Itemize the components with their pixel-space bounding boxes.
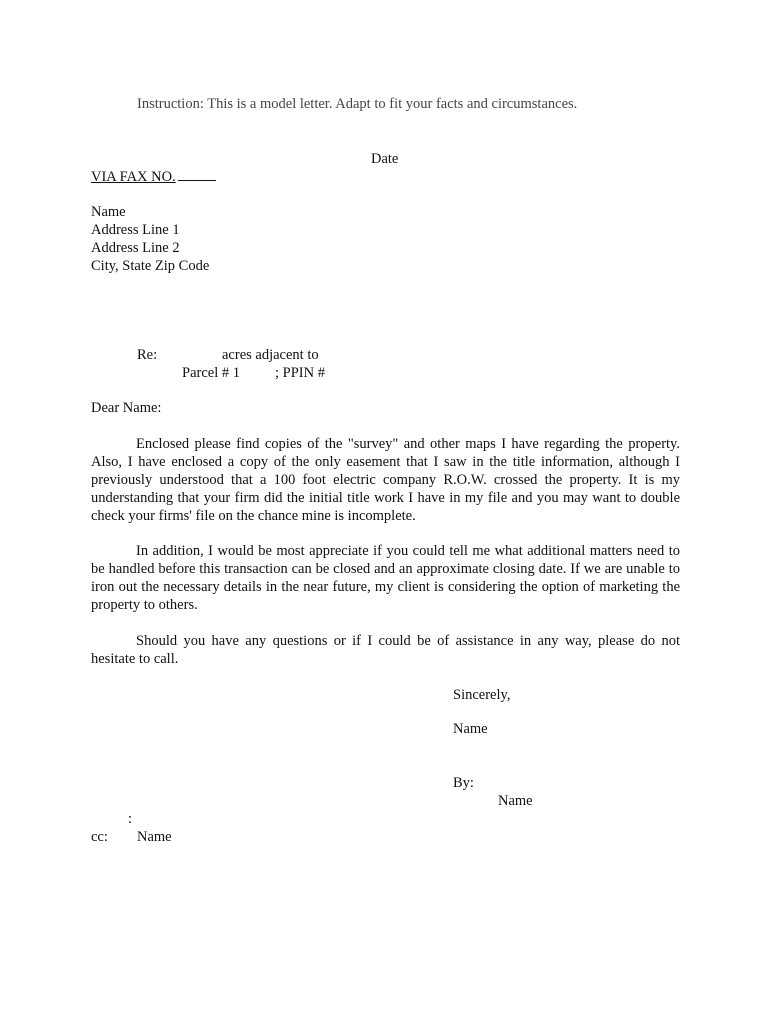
- cc-name: Name: [137, 829, 172, 845]
- instruction-text: Instruction: This is a model letter. Adapt to fit your facts and circumstances.: [137, 96, 578, 112]
- salutation: Dear Name:: [91, 400, 162, 416]
- fax-number-blank: [178, 168, 216, 181]
- re-label: Re:: [137, 347, 158, 363]
- date-field: Date: [371, 151, 399, 167]
- cc-colon: :: [128, 811, 133, 827]
- recipient-city-state-zip: City, State Zip Code: [91, 258, 210, 274]
- via-fax-line: [91, 168, 216, 186]
- closing-by-label: By:: [453, 775, 474, 791]
- recipient-address-line-1: Address Line 1: [91, 222, 180, 238]
- body-paragraph-2: In addition, I would be most appreciate if you could tell me what additional matters need to be handled before this transaction can be closed and an approximate closing date. If we are unable to iron out the necessary details in the near future, my client is considering the option of marketing the property to others.: [91, 543, 680, 613]
- re-acres-line: acres adjacent to: [222, 347, 319, 363]
- body-paragraph-3: Should you have any questions or if I could be of assistance in any way, please do not hesitate to call.: [91, 633, 680, 667]
- body-paragraph-1: Enclosed please find copies of the "survey" and other maps I have regarding the property. Also, I have enclosed a copy of the only easement that I saw in the title information, although I previously understood that a 100 foot electric company R.O.W. crossed the property. It is my understanding that your firm did the initial title work I have in my file and you may want to double check your firms' file on the chance mine is incomplete.: [91, 436, 680, 524]
- recipient-name: Name: [91, 204, 126, 220]
- closing-signer-name: Name: [498, 793, 533, 809]
- re-parcel: Parcel # 1: [182, 365, 240, 381]
- recipient-address-line-2: Address Line 2: [91, 240, 180, 256]
- cc-label: cc:: [91, 829, 108, 845]
- closing-sincerely: Sincerely,: [453, 687, 511, 703]
- closing-firm-name: Name: [453, 721, 488, 737]
- via-fax-label: VIA FAX NO.: [91, 169, 176, 185]
- re-ppin: ; PPIN #: [275, 365, 325, 381]
